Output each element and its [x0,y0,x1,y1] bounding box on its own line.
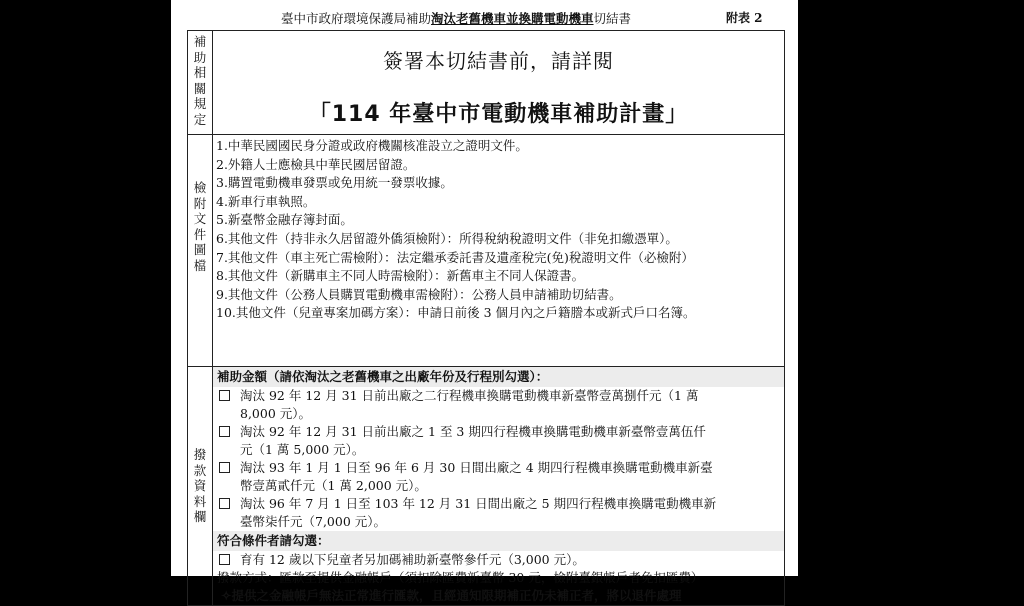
header-prefix: 臺中市政府環境保護局補助 [281,11,432,26]
document-item: 4.新車行車執照。 [216,193,316,209]
document-item: 10.其他文件（兒童專案加碼方案）：申請日前後 3 個月內之戶籍謄本或新式戶口名簿。 [216,305,696,321]
checkbox-icon[interactable] [219,554,230,565]
checkbox-icon[interactable] [219,462,230,473]
checkbox-icon[interactable] [219,498,230,509]
attachments-row [188,135,785,367]
side-label-payment: 撥款資料欄 [188,367,213,606]
regulations-cell [213,31,785,135]
payment-cell [213,367,785,606]
document-header [171,6,798,26]
document-page [171,0,798,603]
document-item: 1.中華民國國民身分證或政府機關核准設立之證明文件。 [216,138,528,153]
affidavit-table [187,30,785,606]
subsidy-option-4[interactable]: 淘汰 96 年 7 月 1 日至 103 年 12 月 31 日間出廠之 5 期四行程機車換購電動機車新 臺幣柒仟元（7,000 元）。 [213,495,784,531]
eligible-header: 符合條件者請勾選： [213,531,784,551]
regulations-row [188,31,785,135]
header-title [281,9,631,27]
document-item: 6.其他文件（持非永久居留證外僑須檢附）：所得稅納稅證明文件（非免扣繳憑單）。 [216,230,678,246]
read-notice: 簽署本切結書前，請詳閱 [383,49,614,73]
subsidy-option-2[interactable]: 淘汰 92 年 12 月 31 日前出廠之 1 至 3 期四行程機車換購電動機車新臺幣壹萬伍仟 元（1 萬 5,000 元）。 [213,423,784,459]
side-label-attachments: 檢附文件圖檔 [188,135,213,367]
header-underlined: 淘汰老舊機車並換購電動機車 [431,11,594,26]
document-item: 9.其他文件（公務人員購買電動機車需檢附）：公務人員申請補助切結書。 [216,286,622,302]
subsidy-option-3[interactable]: 淘汰 93 年 1 月 1 日至 96 年 6 月 30 日間出廠之 4 期四行程機車換購電動機車新臺 幣壹萬貳仟元（1 萬 2,000 元）。 [213,459,784,495]
document-item: 7.其他文件（車主死亡需檢附）：法定繼承委託書及遺產稅完(免)稅證明文件（必檢附） [216,249,694,265]
document-item: 8.其他文件（新購車主不同人時需檢附）：新舊車主不同人保證書。 [216,268,585,284]
document-item: 2.外籍人士應檢具中華民國居留證。 [216,156,416,172]
annex-label: 附表 2 [726,11,763,25]
document-item: 3.購置電動機車發票或免用統一發票收據。 [216,175,453,191]
rejection-warning: ✧提供之金融帳戶無法正常進行匯款，且經通知限期補正仍未補正者，將以退件處理 [221,588,682,603]
document-item: 5.新臺幣金融存簿封面。 [216,212,353,228]
checkbox-icon[interactable] [219,390,230,401]
header-suffix: 切結書 [593,11,632,26]
subsidy-option-1[interactable]: 淘汰 92 年 12 月 31 日前出廠之二行程機車換購電動機車新臺幣壹萬捌仟元（1 萬 8,000 元）。 [213,387,784,423]
document-list [213,135,784,323]
payment-row [188,367,785,606]
attachments-cell [213,135,785,367]
child-bonus-option[interactable]: 育有 12 歲以下兒童者另加碼補助新臺幣參仟元（3,000 元）。 [213,551,784,569]
subsidy-amount-header: 補助金額（請依淘汰之老舊機車之出廠年份及行程別勾選）： [213,367,784,387]
plan-title: 「114 年臺中市電動機車補助計畫」 [308,102,689,127]
payment-method: 撥款方式：匯款至提供金融帳戶（須扣除匯費新臺幣 30 元，檢附臺銀帳戶者免扣匯費） [217,570,704,585]
checkbox-icon[interactable] [219,426,230,437]
side-label-regulations: 補助相關規定 [188,31,213,135]
